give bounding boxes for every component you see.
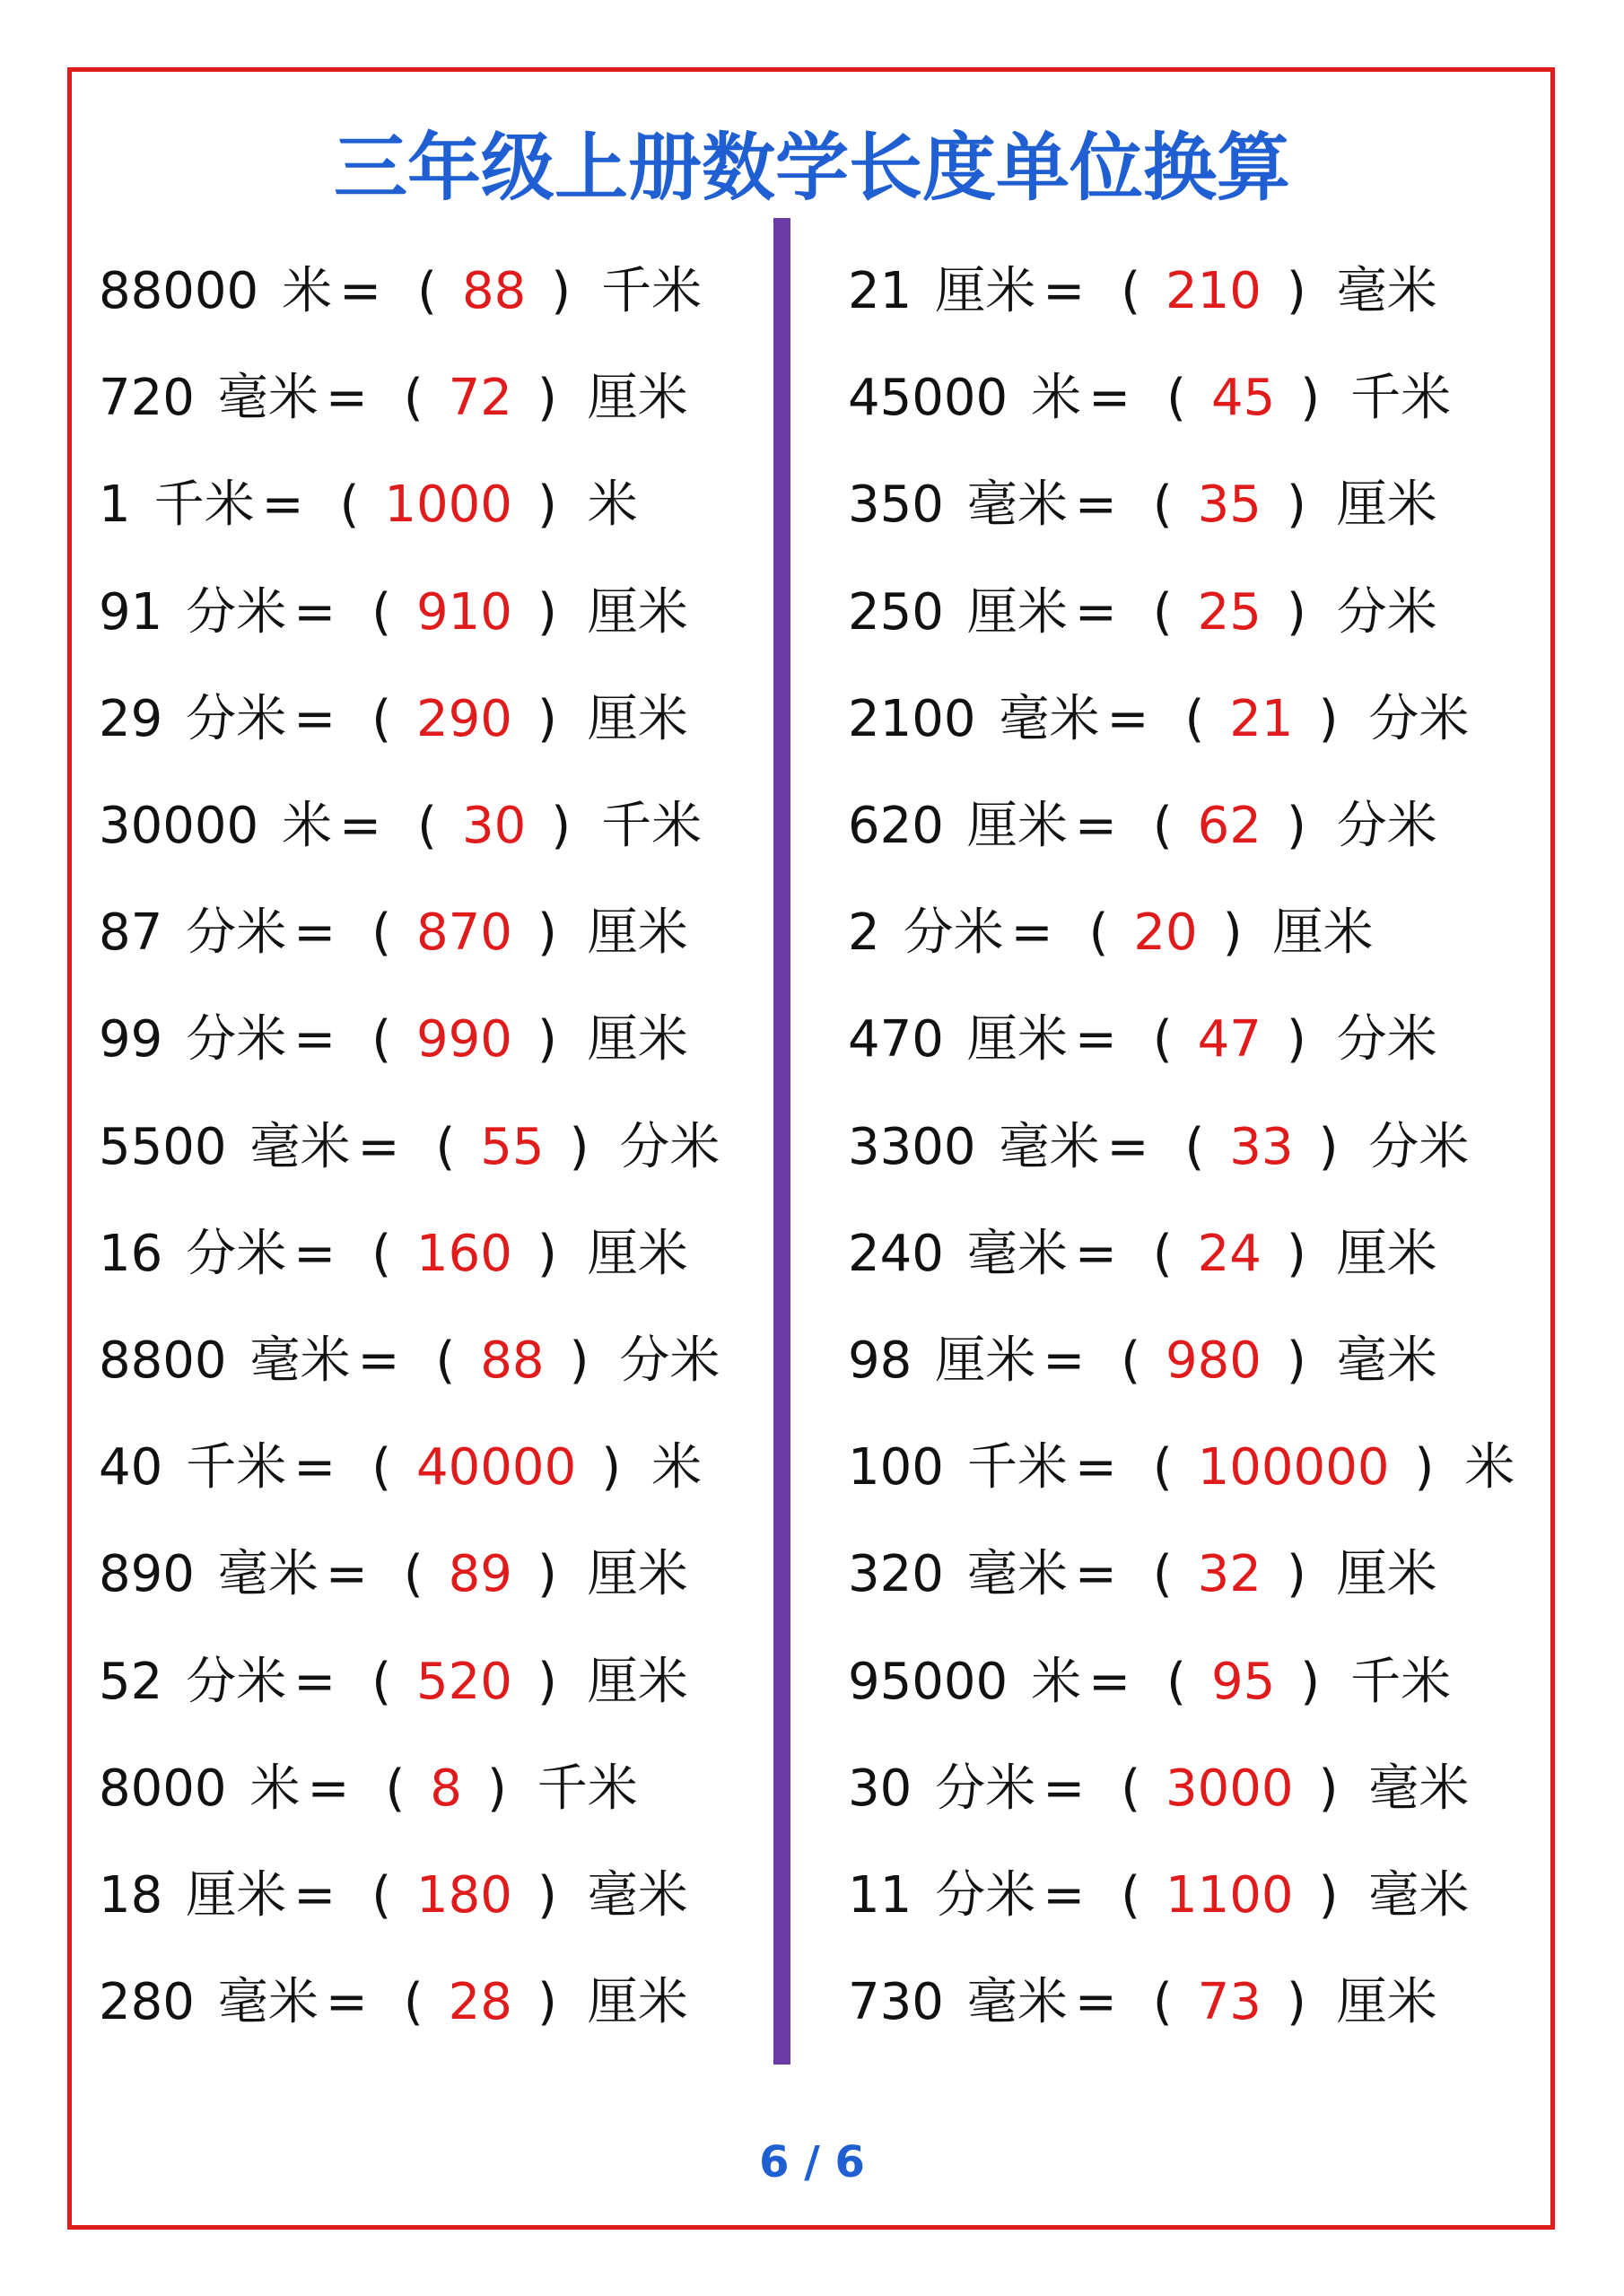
close-paren: ) xyxy=(1286,797,1306,855)
target-unit: 厘米 xyxy=(1336,476,1437,535)
left-equation-row xyxy=(99,902,688,965)
source-unit: 分米 xyxy=(186,689,287,748)
source-unit: 毫米 xyxy=(966,1224,1068,1283)
left-equation-row xyxy=(99,581,688,644)
source-number: 250 xyxy=(848,582,944,642)
close-paren: ) xyxy=(537,1866,557,1925)
open-paren: ( xyxy=(417,797,437,855)
target-unit: 米 xyxy=(651,1438,703,1497)
close-paren: ) xyxy=(1286,1331,1306,1390)
source-number: 16 xyxy=(99,1224,163,1283)
answer-value: 980 xyxy=(1166,1331,1262,1390)
source-number: 3300 xyxy=(848,1117,976,1176)
left-equation-row xyxy=(99,474,638,537)
equals-sign: = xyxy=(1088,369,1131,428)
open-paren: ( xyxy=(1152,1973,1173,2032)
close-paren: ) xyxy=(537,689,557,748)
source-number: 99 xyxy=(99,1010,163,1069)
close-paren: ) xyxy=(1300,369,1321,428)
target-unit: 千米 xyxy=(601,262,703,320)
equals-sign: = xyxy=(293,1010,336,1069)
answer-value: 35 xyxy=(1197,476,1262,535)
answer-value: 40000 xyxy=(416,1438,577,1497)
open-paren: ( xyxy=(371,1438,392,1497)
close-paren: ) xyxy=(569,1117,589,1176)
right-equation-row xyxy=(848,474,1437,537)
source-unit: 米 xyxy=(282,797,333,855)
source-unit: 毫米 xyxy=(217,369,319,428)
source-number: 21 xyxy=(848,262,912,320)
source-number: 18 xyxy=(99,1866,163,1925)
source-unit: 毫米 xyxy=(249,1117,351,1176)
equals-sign: = xyxy=(1043,262,1086,320)
source-unit: 米 xyxy=(1031,1652,1082,1711)
close-paren: ) xyxy=(551,262,572,320)
equals-sign: = xyxy=(1106,1117,1149,1176)
left-equation-row xyxy=(99,1436,702,1499)
source-unit: 米 xyxy=(249,1759,301,1818)
target-unit: 分米 xyxy=(619,1117,720,1176)
source-unit: 毫米 xyxy=(966,476,1068,535)
close-paren: ) xyxy=(1318,1117,1339,1176)
target-unit: 厘米 xyxy=(1272,904,1374,963)
target-unit: 厘米 xyxy=(587,1652,688,1711)
source-unit: 分米 xyxy=(186,904,287,963)
left-equation-row xyxy=(99,367,688,430)
source-number: 52 xyxy=(99,1652,163,1711)
page-indicator: 6 / 6 xyxy=(759,2137,865,2187)
right-equation-row xyxy=(848,1651,1451,1714)
answer-value: 910 xyxy=(416,582,512,642)
equals-sign: = xyxy=(1010,904,1053,963)
source-unit: 米 xyxy=(282,262,333,320)
open-paren: ( xyxy=(371,1010,392,1069)
close-paren: ) xyxy=(1286,582,1306,642)
right-equation-row xyxy=(848,1116,1469,1179)
answer-value: 160 xyxy=(416,1224,512,1283)
right-equation-row xyxy=(848,1971,1437,2034)
answer-value: 30 xyxy=(461,797,527,855)
right-equation-row xyxy=(848,1864,1469,1927)
close-paren: ) xyxy=(537,1545,557,1604)
close-paren: ) xyxy=(1318,689,1339,748)
equals-sign: = xyxy=(357,1331,400,1390)
close-paren: ) xyxy=(1300,1652,1321,1711)
source-unit: 分米 xyxy=(186,582,287,642)
source-unit: 毫米 xyxy=(249,1331,351,1390)
source-unit: 千米 xyxy=(186,1438,287,1497)
answer-value: 89 xyxy=(448,1545,512,1604)
close-paren: ) xyxy=(601,1438,622,1497)
source-number: 100 xyxy=(848,1438,944,1497)
equals-sign: = xyxy=(293,689,336,748)
close-paren: ) xyxy=(537,1010,557,1069)
open-paren: ( xyxy=(1121,1866,1141,1925)
open-paren: ( xyxy=(1184,689,1205,748)
right-equation-row xyxy=(848,1436,1515,1499)
source-unit: 厘米 xyxy=(966,797,1068,855)
source-unit: 毫米 xyxy=(999,689,1100,748)
target-unit: 厘米 xyxy=(587,1010,688,1069)
equals-sign: = xyxy=(1074,1973,1117,2032)
equals-sign: = xyxy=(1074,1010,1117,1069)
target-unit: 厘米 xyxy=(587,689,688,748)
source-number: 29 xyxy=(99,689,163,748)
source-number: 1 xyxy=(99,476,131,535)
target-unit: 厘米 xyxy=(587,582,688,642)
source-unit: 分米 xyxy=(186,1224,287,1283)
source-unit: 分米 xyxy=(935,1866,1036,1925)
target-unit: 千米 xyxy=(1350,1652,1452,1711)
answer-value: 62 xyxy=(1197,797,1262,855)
source-number: 91 xyxy=(99,582,163,642)
right-equation-row xyxy=(848,260,1437,323)
equals-sign: = xyxy=(339,797,382,855)
open-paren: ( xyxy=(1152,797,1173,855)
target-unit: 厘米 xyxy=(1336,1973,1437,2032)
left-equation-row xyxy=(99,688,688,751)
close-paren: ) xyxy=(1286,1545,1306,1604)
open-paren: ( xyxy=(371,689,392,748)
right-equation-row xyxy=(848,1330,1437,1392)
target-unit: 米 xyxy=(587,476,638,535)
close-paren: ) xyxy=(1318,1759,1339,1818)
answer-value: 290 xyxy=(416,689,512,748)
target-unit: 分米 xyxy=(1368,1117,1470,1176)
target-unit: 厘米 xyxy=(1336,1224,1437,1283)
left-equation-row xyxy=(99,795,702,858)
source-unit: 分米 xyxy=(903,904,1004,963)
equals-sign: = xyxy=(293,582,336,642)
close-paren: ) xyxy=(537,1652,557,1711)
open-paren: ( xyxy=(435,1117,456,1176)
source-number: 40 xyxy=(99,1438,163,1497)
answer-value: 45 xyxy=(1210,369,1276,428)
open-paren: ( xyxy=(1152,1224,1173,1283)
source-unit: 分米 xyxy=(186,1010,287,1069)
target-unit: 厘米 xyxy=(587,904,688,963)
equals-sign: = xyxy=(261,476,304,535)
source-number: 8000 xyxy=(99,1759,227,1818)
target-unit: 毫米 xyxy=(1336,1331,1437,1390)
answer-value: 990 xyxy=(416,1010,512,1069)
close-paren: ) xyxy=(537,369,557,428)
source-number: 620 xyxy=(848,797,944,855)
left-equation-row xyxy=(99,1758,638,1820)
answer-value: 1000 xyxy=(384,476,512,535)
column-divider xyxy=(773,218,790,2065)
equals-sign: = xyxy=(1043,1866,1086,1925)
close-paren: ) xyxy=(1222,904,1243,963)
target-unit: 分米 xyxy=(1336,582,1437,642)
open-paren: ( xyxy=(371,582,392,642)
target-unit: 分米 xyxy=(1336,1010,1437,1069)
source-unit: 厘米 xyxy=(966,1010,1068,1069)
close-paren: ) xyxy=(1318,1866,1339,1925)
equals-sign: = xyxy=(1106,689,1149,748)
page-title: 三年级上册数学长度单位换算 xyxy=(333,126,1290,211)
answer-value: 32 xyxy=(1197,1545,1262,1604)
equals-sign: = xyxy=(1074,582,1117,642)
source-unit: 毫米 xyxy=(999,1117,1100,1176)
equals-sign: = xyxy=(1074,1224,1117,1283)
target-unit: 厘米 xyxy=(587,1973,688,2032)
source-unit: 千米 xyxy=(966,1438,1068,1497)
close-paren: ) xyxy=(537,1224,557,1283)
source-number: 890 xyxy=(99,1545,195,1604)
answer-value: 25 xyxy=(1197,582,1262,642)
source-number: 320 xyxy=(848,1545,944,1604)
target-unit: 米 xyxy=(1464,1438,1515,1497)
target-unit: 毫米 xyxy=(1368,1866,1470,1925)
close-paren: ) xyxy=(1286,476,1306,535)
source-unit: 分米 xyxy=(186,1652,287,1711)
open-paren: ( xyxy=(403,369,423,428)
right-equation-row xyxy=(848,688,1469,751)
answer-value: 100000 xyxy=(1197,1438,1390,1497)
target-unit: 厘米 xyxy=(587,369,688,428)
target-unit: 千米 xyxy=(1350,369,1452,428)
left-equation-row xyxy=(99,1971,688,2034)
equals-sign: = xyxy=(339,262,382,320)
target-unit: 毫米 xyxy=(1336,262,1437,320)
equals-sign: = xyxy=(1043,1331,1086,1390)
open-paren: ( xyxy=(403,1545,423,1604)
source-unit: 厘米 xyxy=(935,1331,1036,1390)
target-unit: 分米 xyxy=(619,1331,720,1390)
answer-value: 73 xyxy=(1197,1973,1262,2032)
source-number: 240 xyxy=(848,1224,944,1283)
answer-value: 88 xyxy=(480,1331,545,1390)
answer-value: 72 xyxy=(448,369,512,428)
open-paren: ( xyxy=(1088,904,1109,963)
left-equation-row xyxy=(99,1008,688,1071)
target-unit: 毫米 xyxy=(1368,1759,1470,1818)
open-paren: ( xyxy=(1121,262,1141,320)
answer-value: 8 xyxy=(430,1759,462,1818)
open-paren: ( xyxy=(1166,369,1186,428)
equals-sign: = xyxy=(1074,1545,1117,1604)
target-unit: 厘米 xyxy=(587,1224,688,1283)
equals-sign: = xyxy=(325,1545,368,1604)
open-paren: ( xyxy=(1184,1117,1205,1176)
source-number: 470 xyxy=(848,1010,944,1069)
open-paren: ( xyxy=(1152,1438,1173,1497)
equals-sign: = xyxy=(293,1224,336,1283)
answer-value: 21 xyxy=(1229,689,1294,748)
source-unit: 米 xyxy=(1031,369,1082,428)
equals-sign: = xyxy=(357,1117,400,1176)
close-paren: ) xyxy=(1286,1010,1306,1069)
right-equation-row xyxy=(848,367,1451,430)
source-number: 350 xyxy=(848,476,944,535)
open-paren: ( xyxy=(371,1224,392,1283)
answer-value: 33 xyxy=(1229,1117,1294,1176)
close-paren: ) xyxy=(537,582,557,642)
left-equation-row xyxy=(99,1651,688,1714)
source-unit: 厘米 xyxy=(966,582,1068,642)
source-number: 720 xyxy=(99,369,195,428)
equals-sign: = xyxy=(1074,1438,1117,1497)
answer-value: 1100 xyxy=(1166,1866,1294,1925)
source-unit: 千米 xyxy=(153,476,255,535)
answer-value: 180 xyxy=(416,1866,512,1925)
answer-value: 20 xyxy=(1133,904,1198,963)
target-unit: 千米 xyxy=(601,797,703,855)
source-unit: 毫米 xyxy=(217,1973,319,2032)
source-number: 280 xyxy=(99,1973,195,2032)
equals-sign: = xyxy=(1074,476,1117,535)
equals-sign: = xyxy=(293,1652,336,1711)
source-number: 5500 xyxy=(99,1117,227,1176)
open-paren: ( xyxy=(371,904,392,963)
answer-value: 88 xyxy=(461,262,527,320)
open-paren: ( xyxy=(371,1652,392,1711)
right-equation-row xyxy=(848,1543,1437,1606)
equals-sign: = xyxy=(1043,1759,1086,1818)
open-paren: ( xyxy=(339,476,360,535)
close-paren: ) xyxy=(1286,1224,1306,1283)
open-paren: ( xyxy=(1166,1652,1186,1711)
equals-sign: = xyxy=(1074,797,1117,855)
equals-sign: = xyxy=(293,904,336,963)
open-paren: ( xyxy=(1152,582,1173,642)
target-unit: 厘米 xyxy=(587,1545,688,1604)
source-unit: 分米 xyxy=(935,1759,1036,1818)
close-paren: ) xyxy=(537,476,557,535)
left-equation-row xyxy=(99,1543,688,1606)
answer-value: 55 xyxy=(480,1117,545,1176)
answer-value: 520 xyxy=(416,1652,512,1711)
right-equation-row xyxy=(848,902,1374,965)
source-number: 30000 xyxy=(99,797,259,855)
close-paren: ) xyxy=(1414,1438,1435,1497)
close-paren: ) xyxy=(551,797,572,855)
answer-value: 28 xyxy=(448,1973,512,2032)
answer-value: 95 xyxy=(1210,1652,1276,1711)
source-number: 98 xyxy=(848,1331,912,1390)
answer-value: 210 xyxy=(1166,262,1262,320)
source-number: 2100 xyxy=(848,689,976,748)
open-paren: ( xyxy=(1152,1010,1173,1069)
answer-value: 3000 xyxy=(1166,1759,1294,1818)
left-equation-row xyxy=(99,1223,688,1286)
equals-sign: = xyxy=(1088,1652,1131,1711)
right-equation-row xyxy=(848,795,1437,858)
open-paren: ( xyxy=(1121,1759,1141,1818)
answer-value: 24 xyxy=(1197,1224,1262,1283)
open-paren: ( xyxy=(1152,476,1173,535)
left-equation-row xyxy=(99,1116,720,1179)
equals-sign: = xyxy=(307,1759,350,1818)
source-number: 730 xyxy=(848,1973,944,2032)
source-number: 88000 xyxy=(99,262,259,320)
open-paren: ( xyxy=(403,1973,423,2032)
source-number: 30 xyxy=(848,1759,912,1818)
answer-value: 870 xyxy=(416,904,512,963)
source-number: 45000 xyxy=(848,369,1008,428)
source-number: 95000 xyxy=(848,1652,1008,1711)
source-unit: 厘米 xyxy=(935,262,1036,320)
source-unit: 毫米 xyxy=(966,1973,1068,2032)
target-unit: 分米 xyxy=(1368,689,1470,748)
right-equation-row xyxy=(848,1008,1437,1071)
equals-sign: = xyxy=(293,1438,336,1497)
close-paren: ) xyxy=(1286,1973,1306,2032)
open-paren: ( xyxy=(371,1866,392,1925)
target-unit: 千米 xyxy=(537,1759,638,1818)
close-paren: ) xyxy=(569,1331,589,1390)
right-equation-row xyxy=(848,1758,1469,1820)
equals-sign: = xyxy=(325,1973,368,2032)
open-paren: ( xyxy=(1121,1331,1141,1390)
left-equation-row xyxy=(99,1330,720,1392)
source-number: 11 xyxy=(848,1866,912,1925)
equals-sign: = xyxy=(325,369,368,428)
right-equation-row xyxy=(848,1223,1437,1286)
equals-sign: = xyxy=(293,1866,336,1925)
left-equation-row xyxy=(99,260,702,323)
close-paren: ) xyxy=(1286,262,1306,320)
right-equation-row xyxy=(848,581,1437,644)
target-unit: 厘米 xyxy=(1336,1545,1437,1604)
source-number: 87 xyxy=(99,904,163,963)
source-number: 8800 xyxy=(99,1331,227,1390)
source-unit: 毫米 xyxy=(966,1545,1068,1604)
answer-value: 47 xyxy=(1197,1010,1262,1069)
open-paren: ( xyxy=(385,1759,406,1818)
open-paren: ( xyxy=(417,262,437,320)
source-unit: 厘米 xyxy=(186,1866,287,1925)
close-paren: ) xyxy=(537,904,557,963)
close-paren: ) xyxy=(486,1759,507,1818)
target-unit: 毫米 xyxy=(587,1866,688,1925)
open-paren: ( xyxy=(1152,1545,1173,1604)
target-unit: 分米 xyxy=(1336,797,1437,855)
source-number: 2 xyxy=(848,904,880,963)
left-equation-row xyxy=(99,1864,688,1927)
open-paren: ( xyxy=(435,1331,456,1390)
source-unit: 毫米 xyxy=(217,1545,319,1604)
close-paren: ) xyxy=(537,1973,557,2032)
